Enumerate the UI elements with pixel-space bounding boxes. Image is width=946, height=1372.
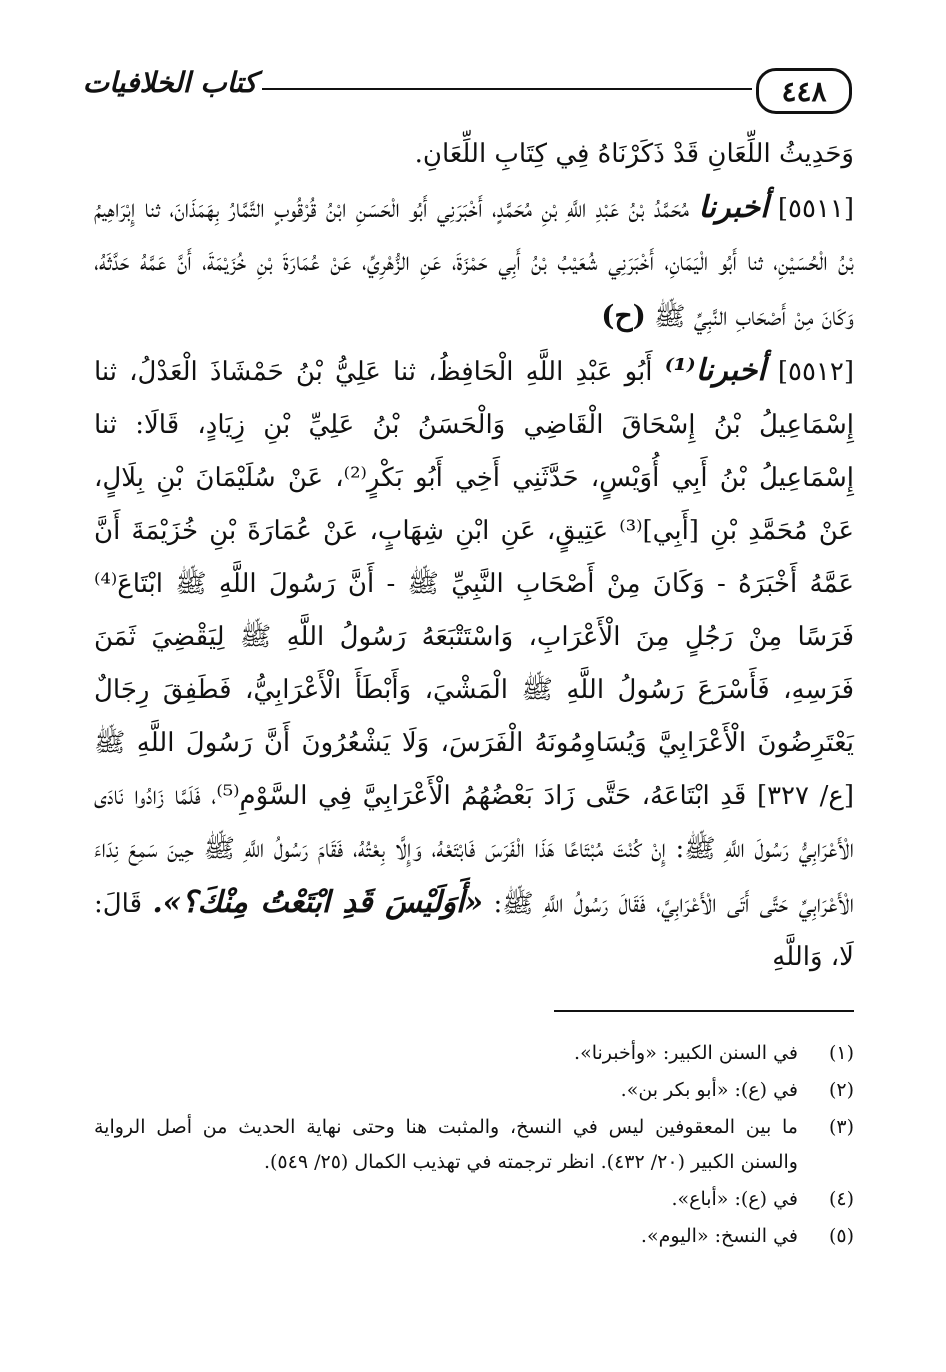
footnote-text: في السنن الكبير: «وأخبرنا». (574, 1042, 798, 1064)
hadith-number: [٥٥١١] (777, 194, 855, 224)
page-header (82, 62, 852, 118)
footnote-item (94, 1073, 854, 1108)
hadith-5512 (94, 344, 854, 984)
header-rule (262, 88, 752, 90)
footnote-text: في (ع): «أباع». (671, 1188, 798, 1210)
footnote-item (94, 1219, 854, 1254)
footnote-label: (٤) (828, 1188, 854, 1210)
page-number: ٤٤٨ (756, 68, 852, 114)
footnote-label: (١) (828, 1042, 854, 1064)
narration-keyword: أخبرنا⁽¹⁾ (664, 353, 766, 388)
footnote-item (94, 1036, 854, 1071)
footnote-text: في (ع): «أبو بكر بن». (620, 1079, 798, 1101)
main-text (94, 128, 854, 984)
intro-line: وَحَدِيثُ اللِّعَانِ قَدْ ذَكَرْنَاهُ فِي كِتَابِ اللِّعَانِ. (414, 139, 854, 169)
hadith-tail: قَالَ: لَا، وَاللَّهِ (94, 889, 854, 972)
tahwil-symbol: (ح) (601, 299, 646, 332)
footnote-label: (٥) (828, 1225, 854, 1247)
footnote-item (94, 1110, 854, 1180)
narration-keyword: أخبرنا (698, 190, 769, 225)
book-title: كتاب الخلافيات (82, 66, 257, 99)
footnote-divider (554, 1010, 854, 1012)
hadith-text: مُحَمَّدُ بْنُ عَبْدِ اللَّهِ بْنِ مُحَمَّدٍ، أَخْبَرَنِي أَبُو الْحَسَنِ ابْنُ قُرْقُوبٍ التَّمَّارُ بِهَمَذَانَ، ثنا إِبْرَاهِيمُ بْنُ الْحُسَيْنِ، ثنا أَبُو الْيَمَانِ، أَخْبَرَنِي شُعَيْبُ بْنُ أَبِي حَمْزَةَ، عَنِ الزُّهْرِيِّ، عَنْ عُمَارَةَ بْنِ خُزَيْمَةَ، أَنَّ عَمَّهُ حَدَّثَهُ، وَكَانَ مِنْ أَصْحَابِ النَّبِيِّ ﷺ (94, 194, 854, 332)
prophetic-quote: «أَوَلَيْسَ قَدِ ابْتَعْتُ مِنْكَ؟». (152, 885, 484, 920)
footnote-text: ما بين المعقوفين ليس في النسخ، والمثبت هنا وحتى نهاية الحديث من أصل الرواية والسنن الكبير (٢٠/ ٤٣٢). انظر ترجمته في تهذيب الكمال (٢٥/ ٥٤٩). (94, 1116, 798, 1173)
hadith-5511 (94, 181, 854, 344)
hadith-text: أَبُو عَبْدِ اللَّهِ الْحَافِظُ، ثنا عَلِيُّ بْنُ حَمْشَاذَ الْعَدْلُ، ثنا إِسْمَاعِيلُ بْنُ إِسْحَاقَ الْقَاضِي وَالْحَسَنُ بْنُ عَلِيِّ بْنِ زِيَادٍ، قَالَا: ثنا إِسْمَاعِيلُ بْنُ أَبِي أُوَيْسٍ، حَدَّثَنِي أَخِي أَبُو بَكْرٍ⁽²⁾، عَنْ سُلَيْمَانَ بْنِ بِلَالٍ، عَنْ مُحَمَّدِ بْنِ [أَبِي]⁽³⁾ عَتِيقٍ، عَنِ ابْنِ شِهَابٍ، عَنْ عُمَارَةَ بْنِ خُزَيْمَةَ أَنَّ عَمَّهُ أَخْبَرَهُ - وَكَانَ مِنْ أَصْحَابِ النَّبِيِّ ﷺ - أَنَّ رَسُولَ اللَّهِ ﷺ ابْتَاعَ⁽⁴⁾ فَرَسًا مِنْ رَجُلٍ مِنَ الْأَعْرَابِ، وَاسْتَتْبَعَهُ رَسُولُ اللَّهِ ﷺ لِيَقْضِيَ ثَمَنَ فَرَسِهِ، فَأَسْرَعَ رَسُولُ اللَّهِ ﷺ الْمَشْيَ، وَأَبْطَأَ الْأَعْرَابِيُّ، فَطَفِقَ رِجَالٌ يَعْتَرِضُونَ الْأَعْرَابِيَّ وَيُسَاوِمُونَهُ الْفَرَسَ، وَلَا يَشْعُرُونَ أَنَّ رَسُولَ اللَّهِ ﷺ [ع/ ٣٢٧] قَدِ ابْتَاعَهُ، حَتَّى زَادَ بَعْضُهُمُ الْأَعْرَابِيَّ فِي السَّوْمِ⁽⁵⁾، فَلَمَّا زَادُوا نَادَى الْأَعْرَابِيُّ رَسُولَ اللَّهِ ﷺ: إِنْ كُنْتَ مُبْتَاعًا هَذَا الْفَرَسَ فَابْتَعْهُ، وَإِلَّا بِعْتُهُ، فَقَامَ رَسُولُ اللَّهِ ﷺ حِينَ سَمِعَ نِدَاءَ الْأَعْرَابِيِّ حَتَّى أَتَى الْأَعْرَابِيَّ، فَقَالَ رَسُولُ اللَّهِ ﷺ: (94, 357, 855, 919)
footnote-item (94, 1182, 854, 1217)
footnotes (94, 1036, 854, 1256)
footnote-text: في النسخ: «اليوم». (640, 1225, 798, 1247)
hadith-number: [٥٥١٢] (777, 357, 855, 387)
footnote-label: (٣) (828, 1116, 854, 1138)
footnote-label: (٢) (828, 1079, 854, 1101)
